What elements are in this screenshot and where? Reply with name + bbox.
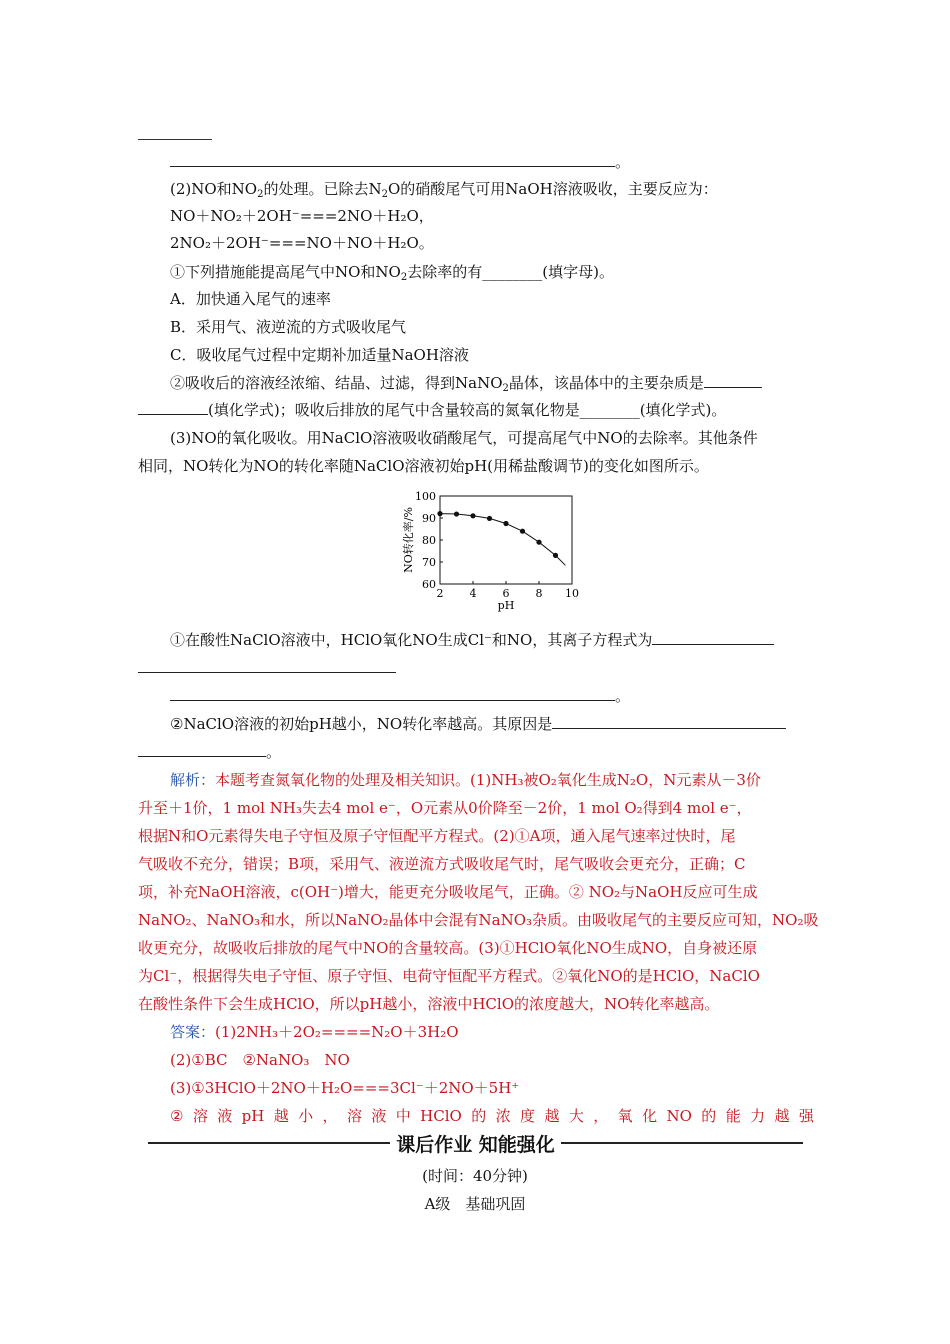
fill-blank[interactable] — [138, 400, 208, 415]
analysis-line-3: 根据N和O元素得失电子守恒及原子守恒配平方程式。(2)①A项，通入尾气速率过快时，尾 — [138, 827, 736, 845]
answer-word: 大 — [568, 1107, 584, 1125]
q2-eq1: NO＋NO₂＋2OH⁻===2NO＋H₂O， — [170, 207, 434, 225]
answer-word: ② — [170, 1107, 184, 1125]
answer-word: 强 — [798, 1107, 814, 1125]
answer-word: 的 — [701, 1107, 717, 1125]
answer-word: HClO — [420, 1107, 462, 1125]
answer-word: 能 — [725, 1107, 741, 1125]
answer-word: pH — [241, 1107, 265, 1125]
answer-line-3: (3)①3HClO＋2NO＋H₂O===3Cl⁻＋2NO＋5H⁺ — [170, 1079, 520, 1097]
q3-sub1-end: 。 — [170, 686, 630, 706]
answer-word: 浓 — [495, 1107, 511, 1125]
y-tick-label: 60 — [422, 578, 436, 591]
answer-blank-line: 。 — [170, 152, 630, 172]
analysis-line-4: 气吸收不充分，错误；B项，采用气、液逆流方式吸收尾气时，尾气吸收会更充分，正确；C — [138, 855, 746, 873]
data-point — [503, 521, 508, 526]
analysis-line-9: 在酸性条件下会生成HClO，所以pH越小，溶液中HClO的浓度越大，NO转化率越高。 — [138, 995, 720, 1013]
answer-word: 中 — [395, 1107, 411, 1125]
data-point — [536, 540, 541, 545]
data-point — [487, 516, 492, 521]
q2-sub2-cont: (填化学式)；吸收后排放的尾气中含量较高的氮氧化物是________(填化学式)。 — [138, 400, 726, 420]
analysis-line-8: 为Cl⁻，根据得失电子守恒、原子守恒、电荷守恒配平方程式。②氧化NO的是HClO，NaClO — [138, 967, 760, 985]
level-title: A级 基础巩固 — [424, 1195, 526, 1213]
q2-eq2: 2NO₂＋2OH⁻===NO＋NO＋H₂O。 — [170, 234, 434, 252]
answer-line-1: 答案：(1)2NH₃＋2O₂====N₂O＋3H₂O — [170, 1023, 459, 1041]
top-rule — [138, 139, 212, 140]
q3-line1: (3)NO的氧化吸收。用NaClO溶液吸收硝酸尾气，可提高尾气中NO的去除率。其他条件 — [170, 429, 758, 447]
analysis-line-5: 项，补充NaOH溶液，c(OH⁻)增大，能更充分吸收尾气，正确。② NO₂与NaOH反应可生成 — [138, 883, 758, 901]
data-point — [520, 529, 525, 534]
answer-word: 度 — [520, 1107, 536, 1125]
fill-blank[interactable] — [704, 373, 762, 388]
q2-sub1: ①下列措施能提高尾气中NO和$NO_2$去除率的有________(填字母)。 — [170, 263, 614, 283]
x-tick-label: 10 — [565, 587, 579, 600]
y-tick-label: 70 — [422, 556, 436, 569]
answer-word: 液 — [371, 1107, 387, 1125]
homework-banner — [148, 1130, 803, 1154]
answer-word: 液 — [217, 1107, 233, 1125]
data-point — [454, 511, 459, 516]
answer-word: 越 — [774, 1107, 790, 1125]
analysis-line-2: 升至＋1价，1 mol NH₃失去4 mol e⁻，O元素从0价降至－2价，1 mol O₂得到4 mol e⁻， — [138, 799, 752, 817]
answer-word: 小 — [298, 1107, 314, 1125]
answer-label: 答案： — [170, 1023, 216, 1041]
answer-word: NO — [666, 1107, 692, 1125]
chart-axes — [440, 496, 572, 584]
q3-sub2: ②NaClO溶液的初始pH越小，NO转化率越高。其原因是 — [170, 714, 786, 734]
data-point — [470, 513, 475, 518]
analysis-label: 解析： — [170, 771, 216, 789]
analysis-line-7: 收更充分，故吸收后排放的尾气中NO的含量较高。(3)①HClO氧化NO生成NO，自身被还原 — [138, 939, 758, 957]
answer-word: 氧 — [617, 1107, 633, 1125]
plot-frame — [440, 496, 572, 584]
answer-word: 越 — [273, 1107, 289, 1125]
fill-blank[interactable] — [138, 658, 396, 673]
time-note: (时间：40分钟) — [422, 1167, 528, 1185]
chart-points — [437, 511, 558, 558]
q2-option-c: C．吸收尾气过程中定期补加适量NaOH溶液 — [170, 346, 469, 364]
answer-word: ， — [593, 1107, 609, 1125]
analysis-line-6: NaNO₂、NaNO₃和水，所以NaNO₂晶体中会混有NaNO₃杂质。由吸收尾气的主要反应可知，NO₂吸 — [138, 911, 819, 929]
answer-word: 化 — [642, 1107, 658, 1125]
data-point — [553, 553, 558, 558]
q2-option-a: A．加快通入尾气的速率 — [170, 290, 331, 308]
answer-word: 力 — [750, 1107, 766, 1125]
banner-title: 课后作业 知能强化 — [390, 1134, 561, 1156]
answer-word: 的 — [471, 1107, 487, 1125]
series-line — [440, 514, 565, 566]
answer-word: 越 — [544, 1107, 560, 1125]
x-tick-label: 8 — [535, 587, 543, 600]
q2-title: (2)NO和$NO_2$的处理。已除去$N_2O$的硝酸尾气可用NaOH溶液吸收，主要反应为： — [170, 180, 718, 200]
fill-blank[interactable] — [552, 714, 786, 729]
x-tick-label: 6 — [502, 587, 510, 600]
y-axis-label: NO转化率/% — [402, 507, 415, 573]
analysis-line-1: 解析：本题考查氮氧化物的处理及相关知识。(1)NH₃被O₂氧化生成N₂O，N元素从－3价 — [170, 771, 761, 789]
y-tick-label: 100 — [415, 490, 436, 503]
x-axis-label: pH — [497, 599, 515, 612]
q3-sub2-cont: 。 — [138, 742, 281, 762]
x-tick-label: 2 — [436, 587, 444, 600]
conversion-rate-chart — [400, 484, 590, 614]
fill-blank[interactable] — [170, 686, 615, 701]
answer-line-4 — [170, 1106, 814, 1126]
answer-word: 溶 — [346, 1107, 362, 1125]
q3-sub1-cont — [138, 658, 396, 678]
answer-word: 溶 — [192, 1107, 208, 1125]
answer-line-2: (2)①BC ②NaNO₃ NO — [170, 1051, 350, 1069]
y-tick-label: 90 — [422, 512, 436, 525]
fill-blank[interactable] — [170, 152, 615, 167]
answer-word: ， — [322, 1107, 338, 1125]
q3-sub1: ①在酸性NaClO溶液中，HClO氧化NO生成Cl⁻和NO，其离子方程式为 — [170, 630, 774, 650]
fill-blank[interactable] — [138, 742, 266, 757]
q3-line2: 相同，NO转化为NO的转化率随NaClO溶液初始pH(用稀盐酸调节)的变化如图所示。 — [138, 457, 709, 475]
y-tick-label: 80 — [422, 534, 436, 547]
q2-sub2: ②吸收后的溶液经浓缩、结晶、过滤，得到NaNO$_2$晶体，该晶体中的主要杂质是 — [170, 373, 762, 399]
q2-option-b: B．采用气、液逆流的方式吸收尾气 — [170, 318, 407, 336]
fill-blank[interactable] — [652, 630, 774, 645]
x-tick-label: 4 — [469, 587, 477, 600]
data-point — [437, 511, 442, 516]
